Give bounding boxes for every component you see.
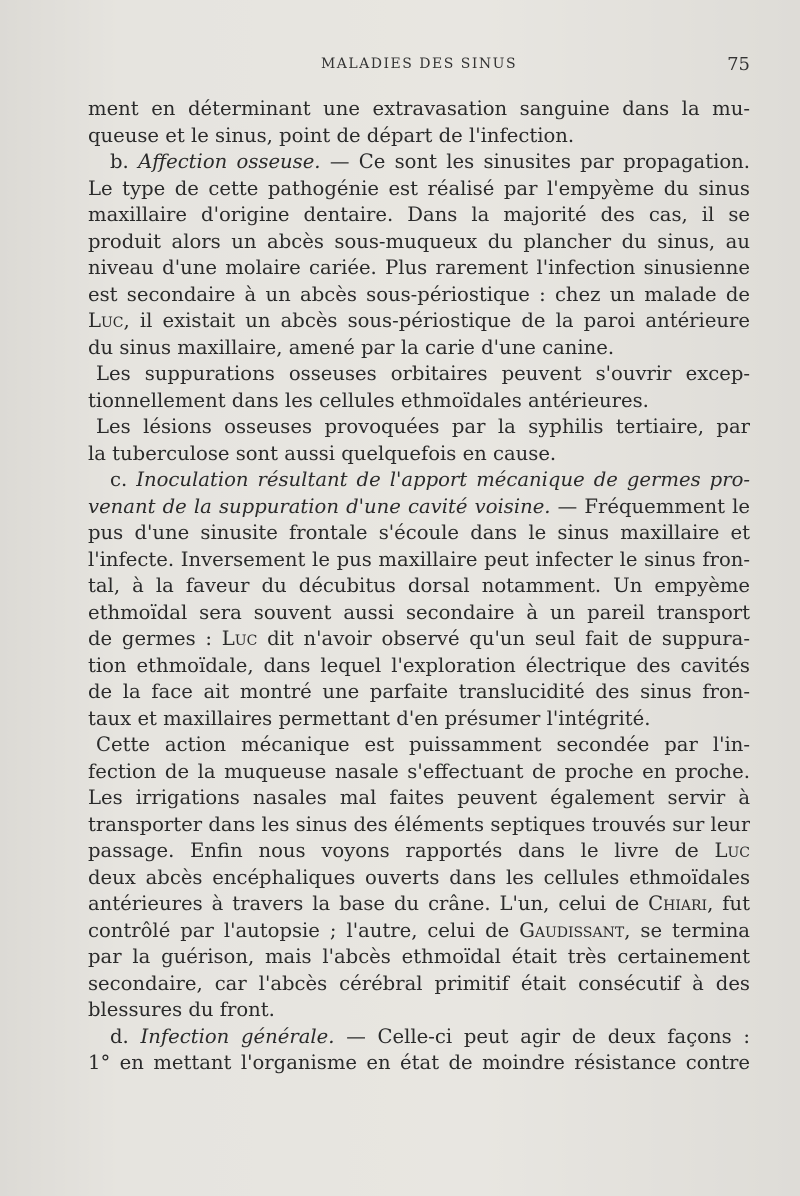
author-name: Chiari bbox=[648, 892, 708, 915]
text-line: contrôlé par l'autopsie ; l'autre, celui de Gaudissant, se termina bbox=[88, 918, 750, 942]
section-heading-d: d. Infection générale. — Celle-ci peut agir de deux façons : bbox=[110, 1024, 750, 1048]
text-line: par la guérison, mais l'abcès ethmoïdal était très certainement bbox=[88, 945, 750, 968]
text-line: Le type de cette pathogénie est réalisé par l'empyème du sinus bbox=[88, 176, 750, 200]
text-line: de la face ait montré une parfaite translucidité des sinus fron- bbox=[88, 680, 750, 703]
text-line: fection de la muqueuse nasale s'effectuant de proche en proche. bbox=[88, 759, 750, 783]
text-line: transporter dans les sinus des éléments septiques trouvés sur leur bbox=[88, 812, 750, 836]
text-line: tal, à la faveur du décubitus dorsal notamment. Un empyème bbox=[88, 574, 750, 597]
text-line: Les irrigations nasales mal faites peuvent également servir à bbox=[88, 786, 750, 809]
text-line: la tuberculose sont aussi quelquefois en cause. bbox=[88, 441, 557, 465]
text-line: ethmoïdal sera souvent aussi secondaire à un pareil transport bbox=[88, 600, 750, 624]
text-line: maxillaire d'origine dentaire. Dans la majorité des cas, il se bbox=[88, 203, 750, 226]
text-line: ment en déterminant une extravasation sanguine dans la mu- bbox=[88, 97, 750, 120]
text-line: passage. Enfin nous voyons rapportés dans le livre de Luc bbox=[88, 839, 750, 862]
text-line: antérieures à travers la base du crâne. L'un, celui de Chiari, fut bbox=[88, 892, 750, 915]
text-line: Luc, il existait un abcès sous-périostique de la paroi antérieure bbox=[88, 309, 750, 332]
text-line: Cette action mécanique est puissamment secondée par l'in- bbox=[96, 733, 750, 756]
text-line: du sinus maxillaire, amené par la carie d'une canine. bbox=[88, 335, 615, 359]
section-heading-b: b. Affection osseuse. — Ce sont les sinusites par propagation. bbox=[110, 150, 750, 173]
page-header bbox=[88, 50, 750, 80]
text-line: taux et maxillaires permettant d'en présumer l'intégrité. bbox=[88, 706, 651, 730]
text-line: Les lésions osseuses provoquées par la syphilis tertiaire, par bbox=[96, 415, 750, 438]
text-line: pus d'une sinusite frontale s'écoule dans le sinus maxillaire et bbox=[88, 521, 750, 544]
text-line: niveau d'une molaire cariée. Plus rarement l'infection sinusienne bbox=[88, 256, 750, 279]
text-line: queuse et le sinus, point de départ de l'infection. bbox=[88, 123, 575, 147]
text-line: 1° en mettant l'organisme en état de moindre résistance contre bbox=[88, 1051, 750, 1074]
section-heading-c: c. Inoculation résultant de l'apport mécanique de germes pro- bbox=[110, 468, 750, 491]
text-line: produit alors un abcès sous-muqueux du plancher du sinus, au bbox=[88, 229, 750, 253]
text-line: l'infecte. Inversement le pus maxillaire peut infecter le sinus fron- bbox=[88, 547, 750, 571]
page-number: 75 bbox=[727, 54, 750, 75]
author-name: Gaudissant bbox=[519, 918, 625, 942]
text-line: deux abcès encéphaliques ouverts dans les cellules ethmoïdales bbox=[88, 865, 750, 889]
author-name: Luc bbox=[88, 309, 124, 332]
text-line: venant de la suppuration d'une cavité voisine. — Fréquemment le bbox=[88, 494, 750, 518]
text-line: tionnellement dans les cellules ethmoïdales antérieures. bbox=[88, 388, 649, 412]
running-title: MALADIES DES SINUS bbox=[320, 56, 518, 72]
text-line: secondaire, car l'abcès cérébral primitif était consécutif à des bbox=[88, 971, 750, 995]
text-line: de germes : Luc dit n'avoir observé qu'un seul fait de suppura- bbox=[88, 627, 750, 650]
text-line: blessures du front. bbox=[88, 998, 275, 1021]
author-name: Luc bbox=[714, 839, 750, 862]
text-line: tion ethmoïdale, dans lequel l'exploration électrique des cavités bbox=[88, 653, 750, 677]
text-line: Les suppurations osseuses orbitaires peuvent s'ouvrir excep- bbox=[96, 362, 750, 385]
body-text bbox=[88, 96, 750, 1077]
text-line: est secondaire à un abcès sous-périostique : chez un malade de bbox=[88, 282, 750, 306]
author-name: Luc bbox=[221, 627, 258, 650]
